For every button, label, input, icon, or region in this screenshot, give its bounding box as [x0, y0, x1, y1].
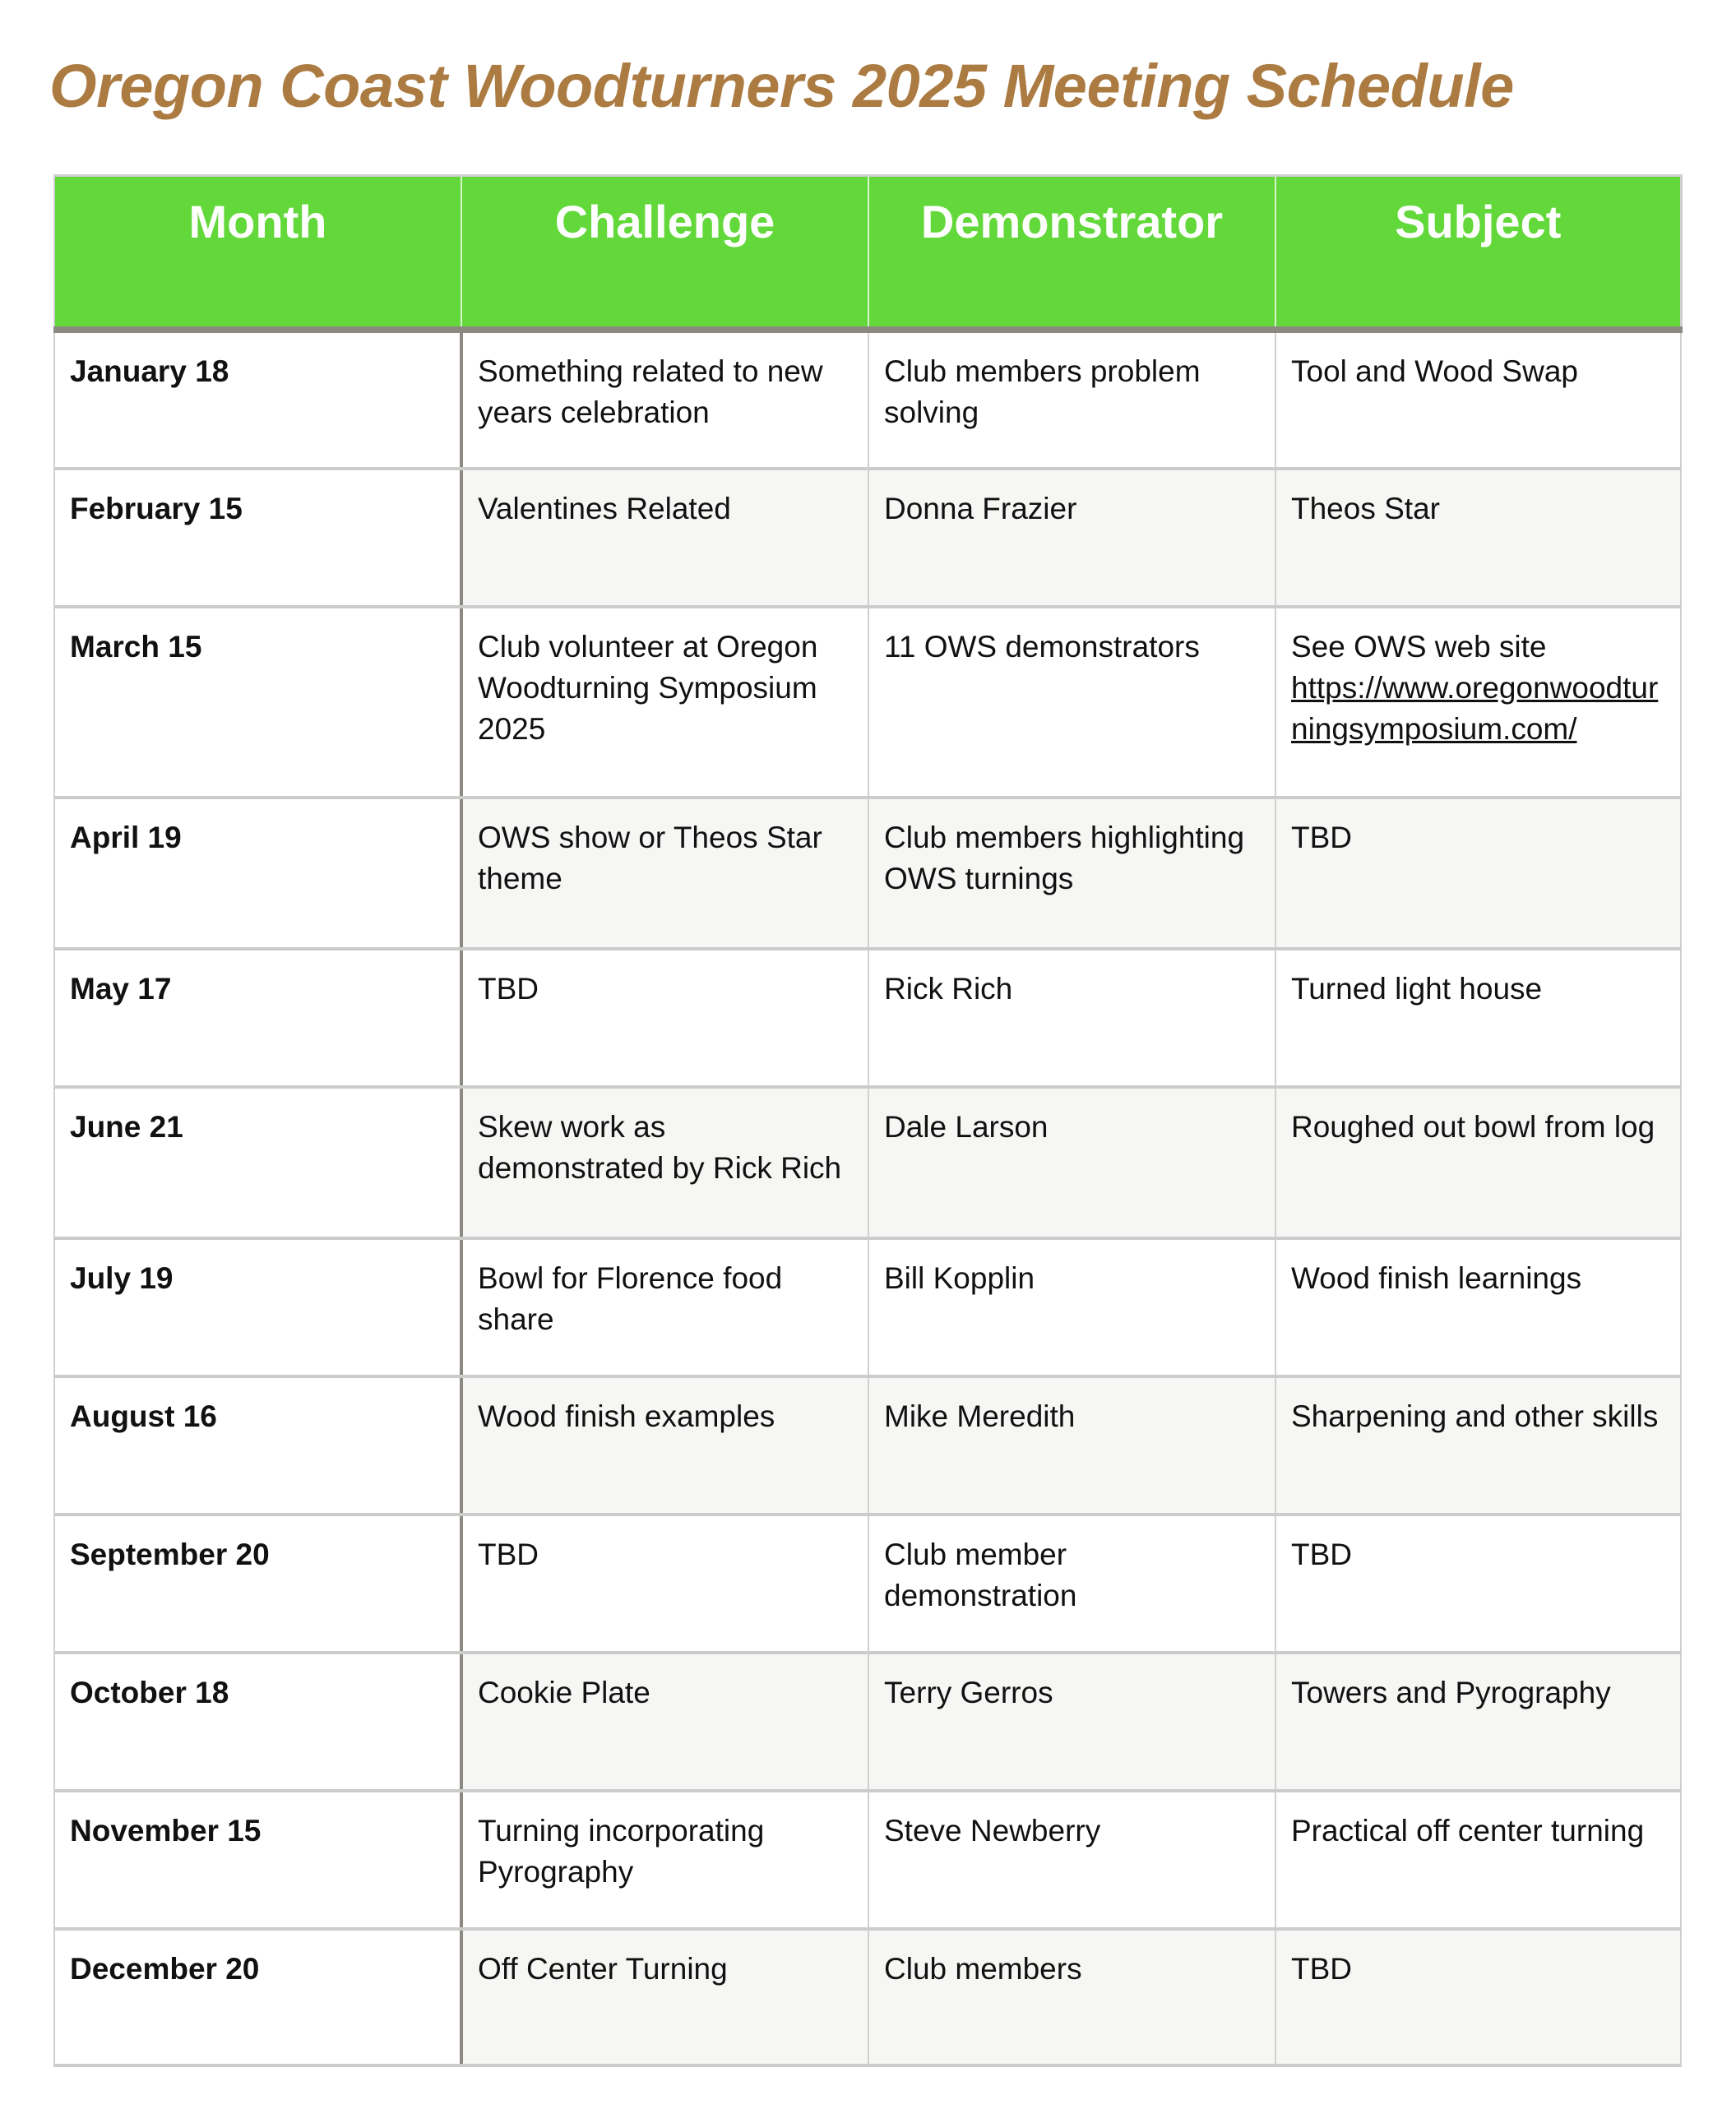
month-cell: August 16 [54, 1376, 461, 1515]
challenge-cell: OWS show or Theos Star theme [461, 798, 868, 949]
column-header-demonstrator: Demonstrator [868, 176, 1275, 331]
subject-cell: Theos Star [1275, 469, 1681, 607]
table-row [54, 1791, 1681, 1929]
month-cell: September 20 [54, 1515, 461, 1653]
demonstrator-cell: Club members problem solving [868, 330, 1275, 469]
challenge-cell: TBD [461, 949, 868, 1087]
table-row [54, 1653, 1681, 1791]
table-row [54, 1929, 1681, 2065]
demonstrator-cell: Terry Gerros [868, 1653, 1275, 1791]
subject-cell: Towers and Pyrography [1275, 1653, 1681, 1791]
challenge-cell: Off Center Turning [461, 1929, 868, 2065]
challenge-cell: TBD [461, 1515, 868, 1653]
subject-cell: TBD [1275, 798, 1681, 949]
month-cell: May 17 [54, 949, 461, 1087]
challenge-cell: Skew work as demonstrated by Rick Rich [461, 1087, 868, 1238]
subject-cell: Practical off center turning [1275, 1791, 1681, 1929]
table-row [54, 1376, 1681, 1515]
challenge-cell: Turning incorporating Pyrography [461, 1791, 868, 1929]
demonstrator-cell: Donna Frazier [868, 469, 1275, 607]
demonstrator-cell: Mike Meredith [868, 1376, 1275, 1515]
month-cell: April 19 [54, 798, 461, 949]
table-body [54, 330, 1681, 2065]
subject-text: See OWS web site [1291, 630, 1547, 664]
month-cell: March 15 [54, 607, 461, 798]
demonstrator-cell: Club members [868, 1929, 1275, 2065]
month-cell: October 18 [54, 1653, 461, 1791]
subject-cell: Sharpening and other skills [1275, 1376, 1681, 1515]
subject-cell: Roughed out bowl from log [1275, 1087, 1681, 1238]
demonstrator-cell: Steve Newberry [868, 1791, 1275, 1929]
meeting-schedule-table [53, 174, 1683, 2067]
challenge-cell: Club volunteer at Oregon Woodturning Symposium 2025 [461, 607, 868, 798]
month-cell: December 20 [54, 1929, 461, 2065]
month-cell: January 18 [54, 330, 461, 469]
column-header-challenge: Challenge [461, 176, 868, 331]
challenge-cell: Something related to new years celebration [461, 330, 868, 469]
table-row [54, 469, 1681, 607]
subject-cell: Tool and Wood Swap [1275, 330, 1681, 469]
demonstrator-cell: Rick Rich [868, 949, 1275, 1087]
table-row [54, 949, 1681, 1087]
subject-cell: Turned light house [1275, 949, 1681, 1087]
subject-cell: TBD [1275, 1515, 1681, 1653]
challenge-cell: Bowl for Florence food share [461, 1238, 868, 1376]
table-row [54, 607, 1681, 798]
month-cell: November 15 [54, 1791, 461, 1929]
header-row [54, 176, 1681, 331]
demonstrator-cell: Club member demonstration [868, 1515, 1275, 1653]
column-header-month: Month [54, 176, 461, 331]
column-header-subject: Subject [1275, 176, 1681, 331]
table-row [54, 1515, 1681, 1653]
table-row [54, 798, 1681, 949]
month-cell: February 15 [54, 469, 461, 607]
subject-cell [1275, 607, 1681, 798]
subject-cell: Wood finish learnings [1275, 1238, 1681, 1376]
table-row [54, 1238, 1681, 1376]
demonstrator-cell: Dale Larson [868, 1087, 1275, 1238]
demonstrator-cell: 11 OWS demonstrators [868, 607, 1275, 798]
month-cell: June 21 [54, 1087, 461, 1238]
challenge-cell: Wood finish examples [461, 1376, 868, 1515]
demonstrator-cell: Club members highlighting OWS turnings [868, 798, 1275, 949]
table-header [54, 176, 1681, 331]
subject-cell: TBD [1275, 1929, 1681, 2065]
ows-website-link[interactable]: https://www.oregonwoodturningsymposium.com/ [1291, 671, 1659, 746]
challenge-cell: Valentines Related [461, 469, 868, 607]
table-row [54, 1087, 1681, 1238]
month-cell: July 19 [54, 1238, 461, 1376]
table-row [54, 330, 1681, 469]
page-title: Oregon Coast Woodturners 2025 Meeting Schedule [49, 52, 1514, 120]
demonstrator-cell: Bill Kopplin [868, 1238, 1275, 1376]
challenge-cell: Cookie Plate [461, 1653, 868, 1791]
